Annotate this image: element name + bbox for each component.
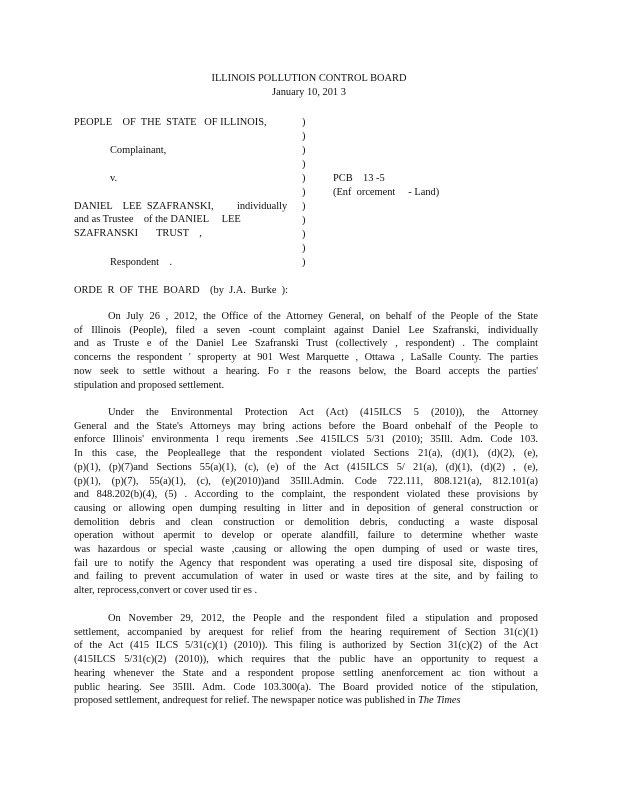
case-type: (Enf orcement - Land) (333, 187, 440, 198)
paren: ) (302, 159, 306, 170)
caption-complainant-label: Complainant, (110, 145, 167, 156)
paragraph-line: stipulation and proposed settlement. (74, 379, 225, 391)
paren: ) (302, 131, 306, 142)
caption-respondent-line-1: DANIEL LEE SZAFRANSKI, individually (74, 201, 288, 212)
paragraph-line: and 848.202(b)(4), (5) . According to the complaint, the respondent violated these provisions by (74, 489, 538, 501)
caption-versus: v. (110, 173, 118, 184)
paragraph-2 (74, 406, 538, 598)
paragraph-line: enforce Illinois' environmenta l requ irements .See 415ILCS 5/31 (2010); 35Ill. Adm. Code 103. (74, 434, 538, 446)
paragraph-3 (74, 612, 538, 708)
paragraph-line: now seek to settle without a hearing. Fo r the reasons below, the Board accepts the parties' (74, 365, 538, 377)
paragraph-line: operation without apermit to develop or operate alandfill, failure to determine whether waste (74, 530, 538, 542)
newspaper-name: The Times (418, 695, 461, 707)
paren: ) (302, 229, 306, 240)
paren: ) (302, 117, 306, 128)
paragraph-line: was hazardous or special waste ,causing or allowing the open dumping of used or waste tires, (74, 544, 538, 556)
paragraph-line: On November 29, 2012, the People and the respondent filed a stipulation and proposed (108, 613, 538, 624)
paragraph-line: Under the Environmental Protection Act (Act) (415ILCS 5 (2010)), the Attorney (108, 407, 538, 418)
paren: ) (302, 145, 306, 156)
paragraph-line: concerns the respondent ' sproperty at 901 West Marquette , Ottawa , LaSalle County. The parties (74, 352, 538, 364)
agency-title: ILLINOIS POLLUTION CONTROL BOARD (211, 73, 407, 84)
paragraph-line: (p)(1), (p)(7), 55(a)(1), (c), (e)(2010))and 35Ill.Admin. Code 722.111, 808.121(a), 812.101(a) (74, 475, 538, 487)
case-number: PCB 13 -5 (333, 173, 385, 184)
paragraph-line: demolition debris and clean construction or demolition debris, conducting a waste disposal (74, 516, 538, 528)
paren: ) (302, 243, 306, 254)
paragraph-last-line (74, 694, 538, 708)
paragraph-line: of the Act (415 ILCS 5/31(c)(1) (2010)). This filing is authorized by Section 31(c)(2) of the Act (74, 640, 538, 652)
paren: ) (302, 257, 306, 268)
caption-respondent-line-3: SZAFRANSKI TRUST , (74, 228, 202, 239)
paragraph-line: and failing to prevent accumulation of water in used or waste tires at the site, and by failing to (74, 571, 538, 583)
paragraph-line: (415ILCS 5/31(c)(2) (2010)), which requires that the public have an opportunity to request a (74, 654, 538, 666)
paren: ) (302, 173, 306, 184)
paragraph-line: of Illinois (People), filed a seven -count complaint against Daniel Lee Szafranski, individually (74, 324, 538, 336)
caption-complainant-line: PEOPLE OF THE STATE OF ILLINOIS, (74, 117, 267, 128)
paren: ) (302, 215, 306, 226)
paragraph-line: alter, reprocess,convert or cover used tir es . (74, 585, 258, 597)
paren: ) (302, 201, 306, 212)
order-heading: ORDE R OF THE BOARD (by J.A. Burke ): (74, 285, 288, 296)
paragraph-line: On July 26 , 2012, the Office of the Attorney General, on behalf of the People of the State (108, 311, 538, 322)
paragraph-line: public hearing. See 35Ill. Adm. Code 103.300(a). The Board provided notice of the stipulation, (74, 681, 538, 693)
paragraph-line: hearing whenever the State and a respondent propose settling anenforcement ac tion without a (74, 667, 538, 679)
paren: ) (302, 187, 306, 198)
paragraph-line: (p)(1), (p)(7)and Sections 55(a)(1), (c), (e) of the Act (415ILCS 5/ 21(a), (d)(1), (d)(2) , (e), (74, 461, 538, 473)
paragraph-line: settlement, accompanied by arequest for relief from the hearing requirement of Section 31(c)(1) (74, 626, 538, 638)
caption-respondent-label: Respondent . (110, 257, 173, 268)
paragraph-line: In this case, the Peopleallege that the respondent violated Sections 21(a), (d)(1), (d)(2), (e), (74, 448, 538, 460)
order-date: January 10, 201 3 (272, 87, 346, 98)
paragraph-line: causing or allowing open dumping resulting in litter and in deposition of general construction or (74, 502, 538, 514)
paragraph-line: fail ure to notify the Agency that respondent was operating a used tire disposal site, disposing of (74, 557, 538, 569)
caption-respondent-line-2: and as Trustee of the DANIEL LEE (74, 214, 241, 225)
paragraph-line: General and the State's Attorneys may bring actions before the Board onbehalf of the People to (74, 420, 538, 432)
paragraph-line: and as Truste e of the Daniel Lee Szafranski Trust (collectively , respondent) . The complaint (74, 338, 538, 350)
paragraph-1 (74, 310, 538, 392)
paragraph-line: proposed settlement, andrequest for relief. The newspaper notice was published in (74, 695, 416, 707)
